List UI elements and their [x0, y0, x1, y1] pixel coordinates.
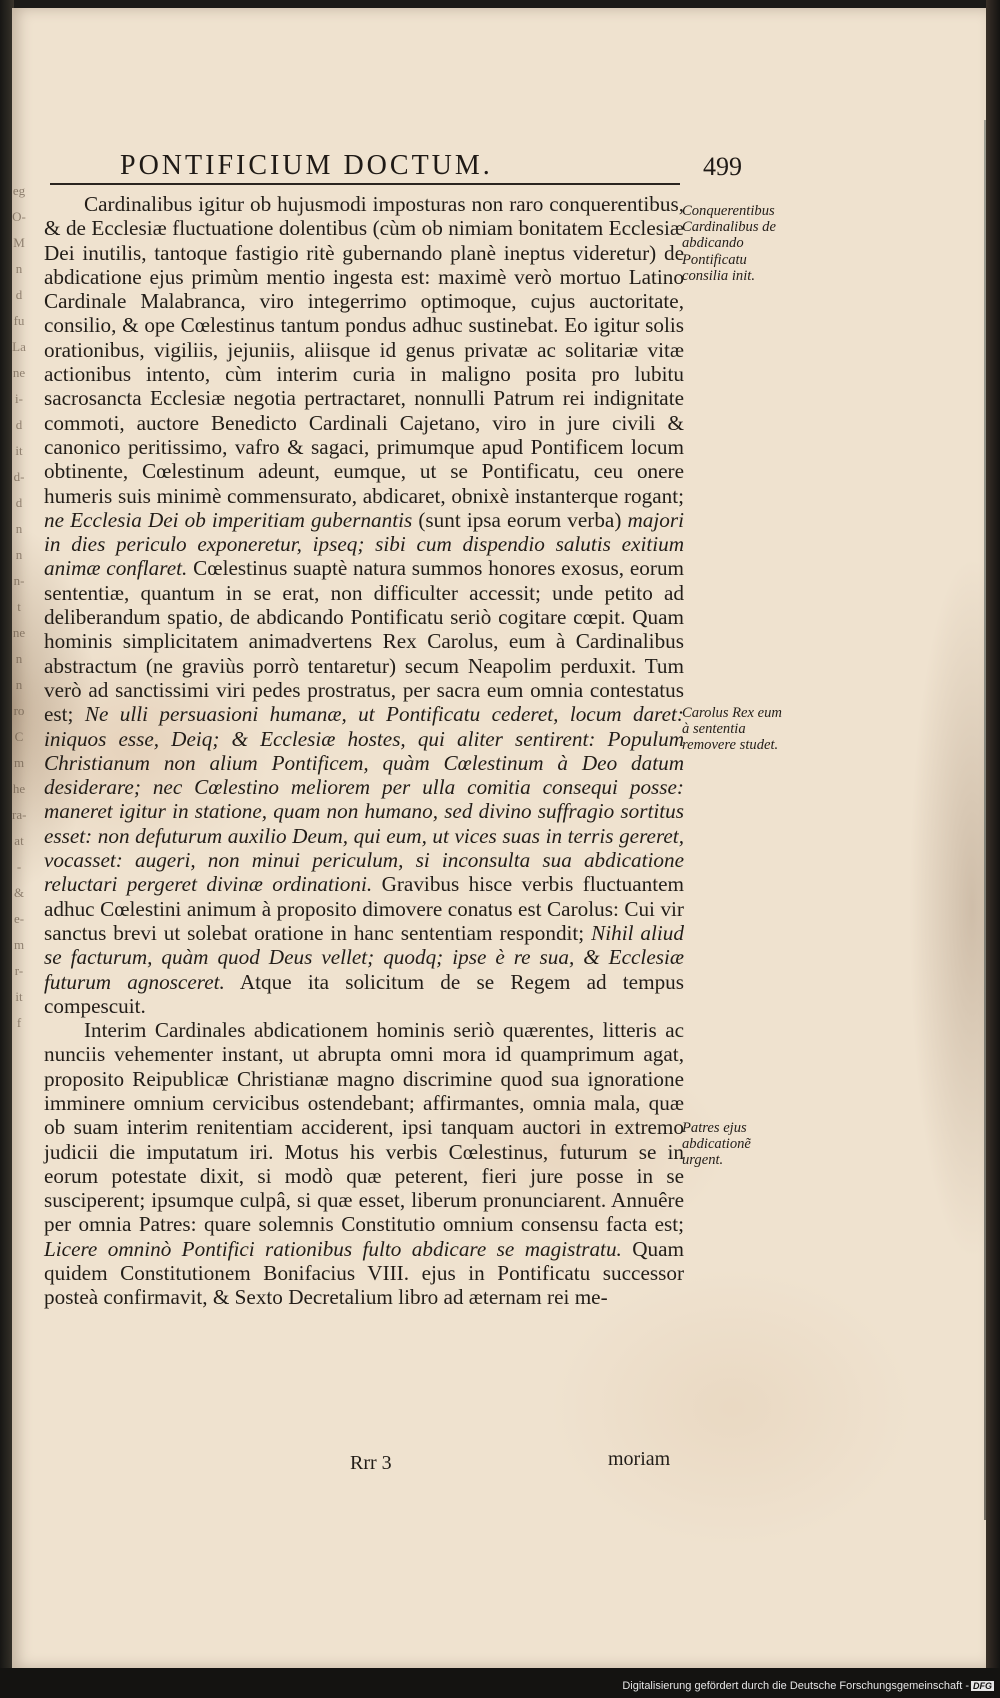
- paragraph-2: [44, 1018, 684, 1310]
- italic-quote: Licere omninò Pontifici rationibus fulto abdicare se magistratu.: [44, 1236, 622, 1261]
- gutter-text-fragments: eg O- M n d fu La ne i- d it d- d n n n- t ne n n ro C m he ra- at - & e- m r- it f: [12, 183, 26, 1030]
- book-edge-right: [986, 0, 1000, 1698]
- page-number: 499: [703, 152, 742, 181]
- text-run: Quam quidem Constitutionem Bonifacius VIII. ejus in Pontificatu successor posteà confirmavit, & Sexto Decretalium libro ad æternam rei me-: [44, 1236, 685, 1310]
- main-text-block: [44, 192, 684, 1310]
- running-head-title: PONTIFICIUM DOCTUM.: [120, 150, 493, 181]
- paragraph-1: [44, 192, 684, 1018]
- marginal-note-3: Patres ejus abdicationẽ urgent.: [682, 1120, 751, 1169]
- dfg-logo: DFG: [973, 1681, 992, 1691]
- italic-quote: ne Ecclesia Dei ob imperitiam gubernantis: [44, 507, 413, 532]
- text-run: Gravibus hisce verbis fluctuantem adhuc Cœlestini animum à proposito dimovere conatus est Carolus: Cui vir sanctus brevi ut solebat oratione in hanc sententiam respondit;: [44, 872, 684, 945]
- credit-text: Digitalisierung gefördert durch die Deutsche Forschungsgemeinschaft -: [622, 1680, 969, 1692]
- text-run: Interim Cardinales abdicationem hominis seriò quærentes, litteris ac nunciis vehementer instant, ut abrupta omni mora id quamprimum agat, proposito Reipublicæ Christianæ magno discrimine quod sua ignoratione imminere omnium cervicibus ostendebant; affirmantes, omnia mala, quæ ob suam interim renitentiam acciderent, ipsi tanquam auctori in extremo judicii die imputatum iri. Motus his verbis Cœlestinus, futurum se in eorum potestate dixit, si modò quæ peterent, fieri jure posse in se susciperent; ipsumque culpâ, si quæ esset, liberum pronunciarent. Annuêre per omnia Patres: quare solemnis Constitutio omnium consensu facta est;: [44, 1018, 684, 1237]
- text-run: Cardinalibus igitur ob hujusmodi imposturas non raro conquerentibus, & de Ecclesiæ fluctuatione dolentibus (cùm ob nimiam bonitatem Ecclesiæ Dei inutilis, tantoque fastigio ritè gubernando planè ineptus videretur) de abdicatione ejus primùm mentio ingesta est: maximè verò mortuo Latino Cardinale Malabranca, viro integerrimo optimoque, cujus auctoritate, consilio, & ope Cœlestinus tantum pondus adhuc sustinebat. Eo igitur solis orationibus, vigiliis, jejuniis, aliisque id genus privatæ ac solitariæ vitæ actionibus intento, cùm interim curia in maligno posita pro lubitu sacrosancta Ecclesiæ negotia pertractaret, nonnulli Patrum rei indignitate commoti, auctore Benedicto Cardinali Cajetano, viro in jure civili & canonico peritissimo, vafro & sagaci, primumque apud Pontificem locum obtinente, Cœlestinum adeunt, eumque, ut se Pontificatu, ceu onere humeris suis minimè commensurato, abdicaret, obnixè instanterque rogant;: [44, 192, 684, 508]
- text-run: (sunt ipsa eorum verba): [418, 507, 622, 532]
- marginal-note-2: Carolus Rex eum à sententia removere studet.: [682, 705, 782, 754]
- italic-quote: Ne ulli persuasioni humanæ, ut Pontificatu cederet, locum daret: iniquos esse, Deiq; & Ecclesiæ hostes, qui aliter sentirent: Populum Christianum non alium Pontificem, quàm Cœlestinum à Deo datum desiderare; nec Cœlestino meliorem per ulla comitia consequi posse: maneret igitur in statione, quam non humano, sed divino suffragio sortitus esset: non defuturum auxilio Deum, qui eum, ut vices suas in terris gereret, vocasset: augeri, non minui periculum, si inconsulta sua abdicatione reluctari pergeret divinæ ordinationi.: [44, 702, 684, 897]
- signature-mark: Rrr 3: [350, 1452, 392, 1474]
- catchword: moriam: [608, 1448, 671, 1470]
- running-head: [120, 150, 742, 194]
- italic-quote: Nihil aliud se facturum, quàm quod Deus vellet; quodq; ipse è re sua, & Ecclesiæ futurum agnosceret.: [44, 920, 684, 994]
- head-rule: [50, 183, 680, 185]
- text-run: Cœlestinus suaptè natura summos honores exosus, eorum sententiæ, quantum in se erat, non difficulter accessit; unde petito ad deliberandum spatio, de abdicando Pontificatu seriò cogitare cœpit. Quam hominis simplicitatem animadvertens Rex Carolus, eum à Cardinalibus abstractum (ne graviùs porrò tentaretur) secum Neapolim perduxit. Tum verò ad sanctissimi viri pedes prostratus, per sacra eum omnia contestatus est;: [44, 556, 685, 727]
- marginal-note-1: Conquerentibus Cardinalibus de abdicando Pontificatu consilia init.: [682, 203, 776, 284]
- italic-quote: majori in dies periculo exponeretur, ipseq; sibi cum dispendio salutis exitium animæ conflaret.: [44, 507, 685, 581]
- digitization-credit: [622, 1680, 994, 1692]
- text-run: Atque ita solicitum de se Regem ad tempus compescuit.: [44, 969, 684, 1018]
